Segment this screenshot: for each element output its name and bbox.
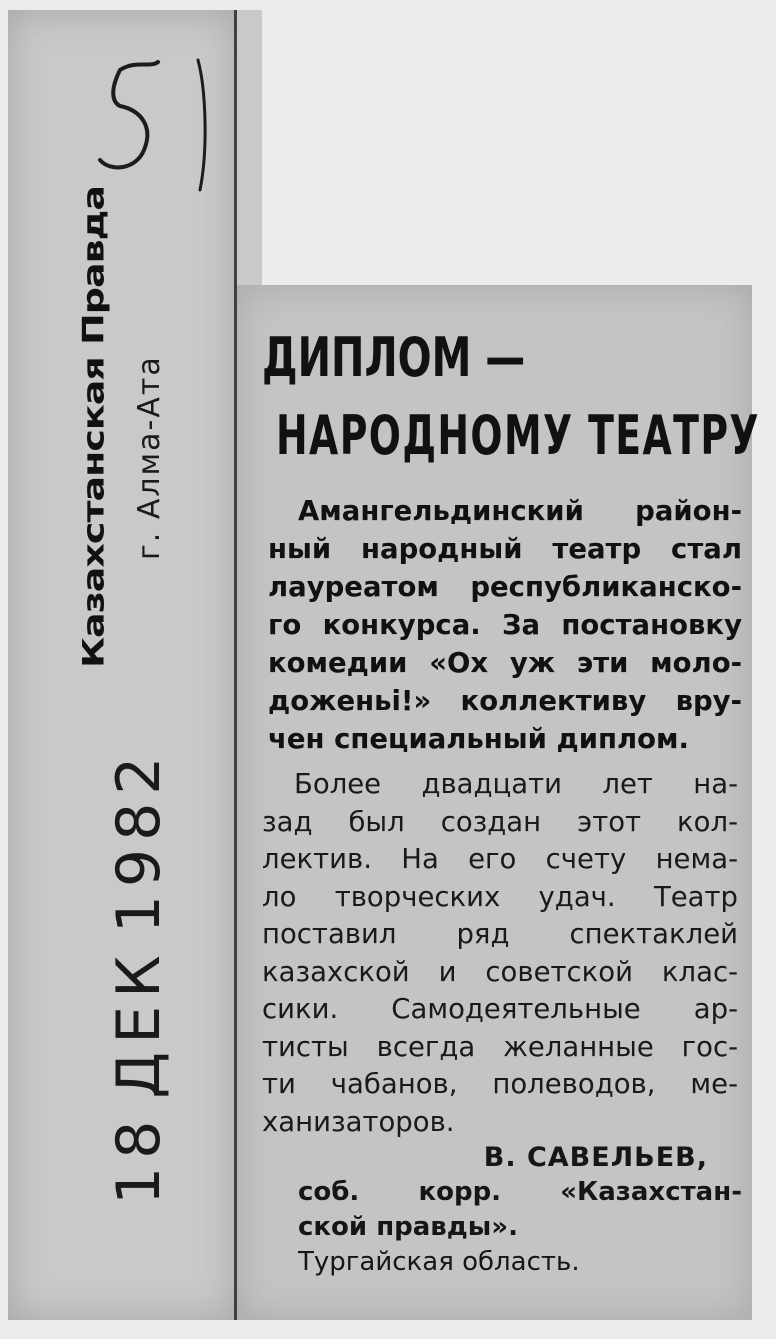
lead-line: ный народный театр стал (268, 533, 742, 565)
newspaper-name-stamp: Казахстанская Правда (76, 186, 111, 668)
paper-edge (236, 10, 262, 285)
city-stamp: г. Алма-Ата (132, 355, 167, 560)
body-line: Более двадцати лет на- (294, 768, 738, 800)
handwritten-mark-5 (80, 40, 230, 200)
body-line: зад был создан этот кол- (262, 805, 738, 838)
date-year: 1982 (104, 748, 174, 934)
lead-line: лауреатом республиканско- (268, 571, 742, 603)
body-line: ханизаторов. (262, 1105, 455, 1138)
signature-block (298, 1140, 742, 1280)
body-line: казахской и советской клас- (262, 955, 738, 988)
body-line: сики. Самодеятельные ар- (262, 993, 738, 1025)
author-role-line: соб. корр. «Казахстан- (298, 1177, 742, 1207)
body-line: лектив. На его счету нема- (262, 843, 738, 875)
lead-line: чен специальный диплом. (268, 723, 689, 755)
author-role-line: ской правды». (298, 1212, 518, 1242)
author-name: В. САВЕЛЬЕВ, (483, 1142, 708, 1173)
lead-line: доженьі!» коллективу вру- (268, 685, 742, 717)
headline-line-2: НАРОДНОМУ ТЕАТРУ (276, 404, 760, 467)
body-line: тисты всегда желанные гос- (262, 1030, 738, 1063)
body-line: ти чабанов, полеводов, ме- (262, 1068, 738, 1100)
paper-fold-line (234, 10, 237, 1320)
lead-line: Амангельдинский район- (298, 495, 742, 527)
headline-line-1: ДИПЛОМ — (262, 326, 526, 389)
date-month: ДЕК (104, 947, 174, 1099)
date-stamp (104, 735, 174, 1205)
date-day: 18 (104, 1112, 174, 1205)
lead-line: комедии «Ох уж эти моло- (268, 647, 742, 679)
lead-paragraph (268, 492, 742, 758)
author-region: Тургайская область. (298, 1247, 580, 1277)
body-paragraph (262, 766, 738, 1141)
lead-line: го конкурса. За постановку (268, 609, 742, 641)
body-line: поставил ряд спектаклей (262, 918, 738, 950)
body-line: ло творческих удач. Театр (262, 880, 738, 913)
